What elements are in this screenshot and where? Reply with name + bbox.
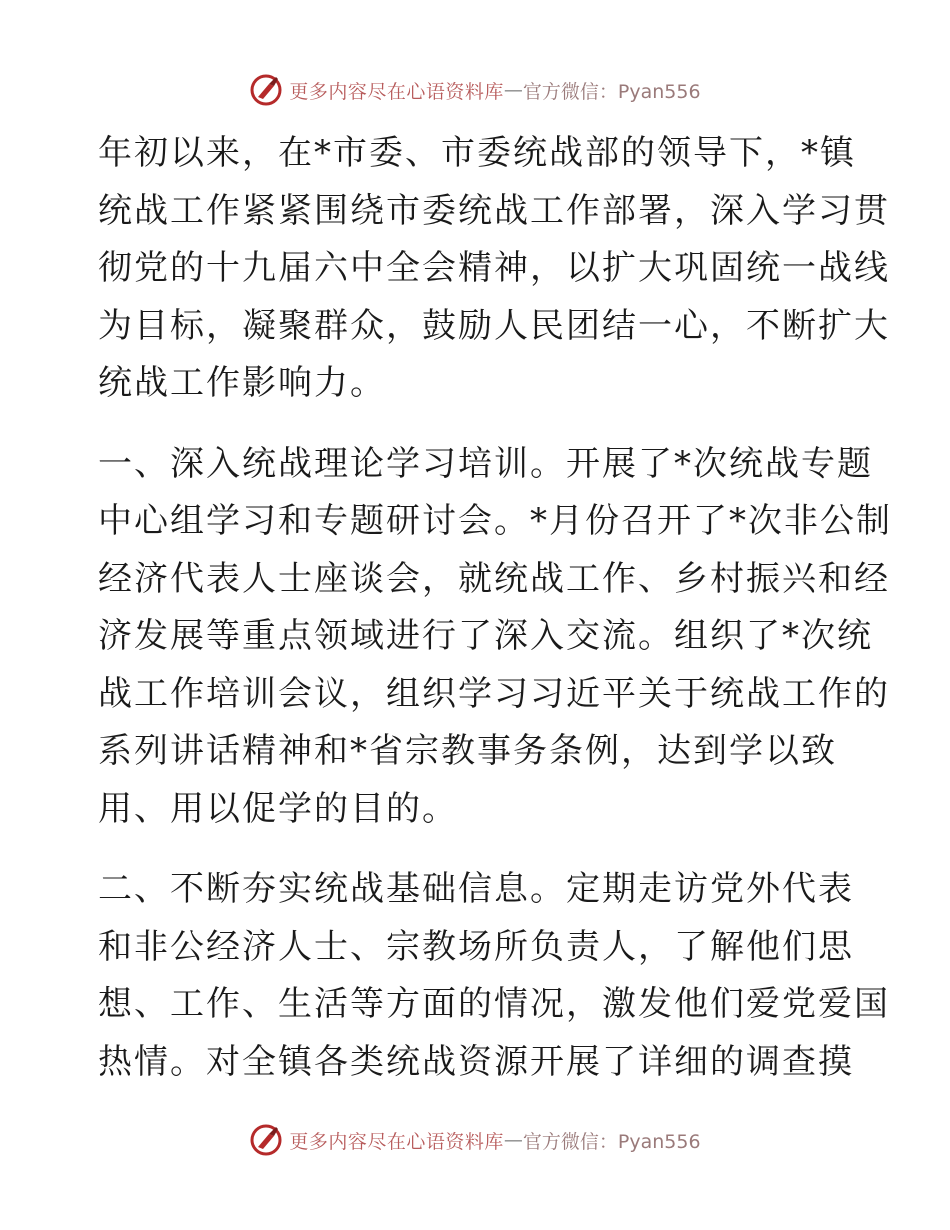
text-line: 战工作培训会议，组织学习习近平关于统战工作的 bbox=[98, 673, 890, 714]
text-line: 系列讲话精神和*省宗教事务条例，达到学以致 bbox=[98, 731, 837, 771]
text-line: 经济代表人士座谈会，就统战工作、乡村振兴和经 bbox=[98, 558, 890, 599]
banner-wechat-text: 官方微信：Pyan556 bbox=[522, 80, 701, 103]
text-line: 二、不断夯实统战基础信息。定期走访党外代表 bbox=[98, 869, 854, 909]
header-banner bbox=[0, 70, 950, 110]
banner-dash: — bbox=[503, 1129, 523, 1151]
document-body bbox=[98, 125, 892, 1114]
text-line: 和非公经济人士、宗教场所负责人，了解他们思 bbox=[98, 926, 854, 967]
paragraph-section-2 bbox=[98, 861, 890, 1091]
banner-wechat-text: 官方微信：Pyan556 bbox=[522, 1130, 701, 1153]
text-line: 中心组学习和专题研讨会。*月份召开了*次非公制 bbox=[98, 501, 892, 541]
text-line: 用、用以促学的目的。 bbox=[98, 788, 458, 829]
footer-banner bbox=[0, 1120, 950, 1160]
paragraph-section-1 bbox=[98, 436, 892, 839]
banner-dash: — bbox=[503, 79, 523, 101]
paragraph-intro bbox=[98, 125, 890, 413]
banner-site-text: 更多内容尽在心语资料库 bbox=[289, 1130, 504, 1153]
text-line: 热情。对全镇各类统战资源开展了详细的调查摸 bbox=[98, 1041, 854, 1082]
logo-icon bbox=[249, 73, 283, 107]
logo-icon bbox=[249, 1123, 283, 1157]
text-line: 年初以来，在*市委、市委统战部的领导下，*镇 bbox=[98, 133, 856, 173]
text-line: 一、深入统战理论学习培训。开展了*次统战专题 bbox=[98, 443, 873, 484]
text-line: 彻党的十九届六中全会精神，以扩大巩固统一战线 bbox=[98, 248, 890, 288]
text-line: 统战工作紧紧围绕市委统战工作部署，深入学习贯 bbox=[98, 190, 890, 231]
banner-site-text: 更多内容尽在心语资料库 bbox=[289, 80, 504, 103]
text-line: 济发展等重点领域进行了深入交流。组织了*次统 bbox=[98, 616, 873, 656]
text-line: 统战工作影响力。 bbox=[98, 363, 386, 403]
text-line: 为目标，凝聚群众，鼓励人民团结一心，不断扩大 bbox=[98, 305, 890, 346]
text-line: 想、工作、生活等方面的情况，激发他们爱党爱国 bbox=[98, 984, 890, 1024]
